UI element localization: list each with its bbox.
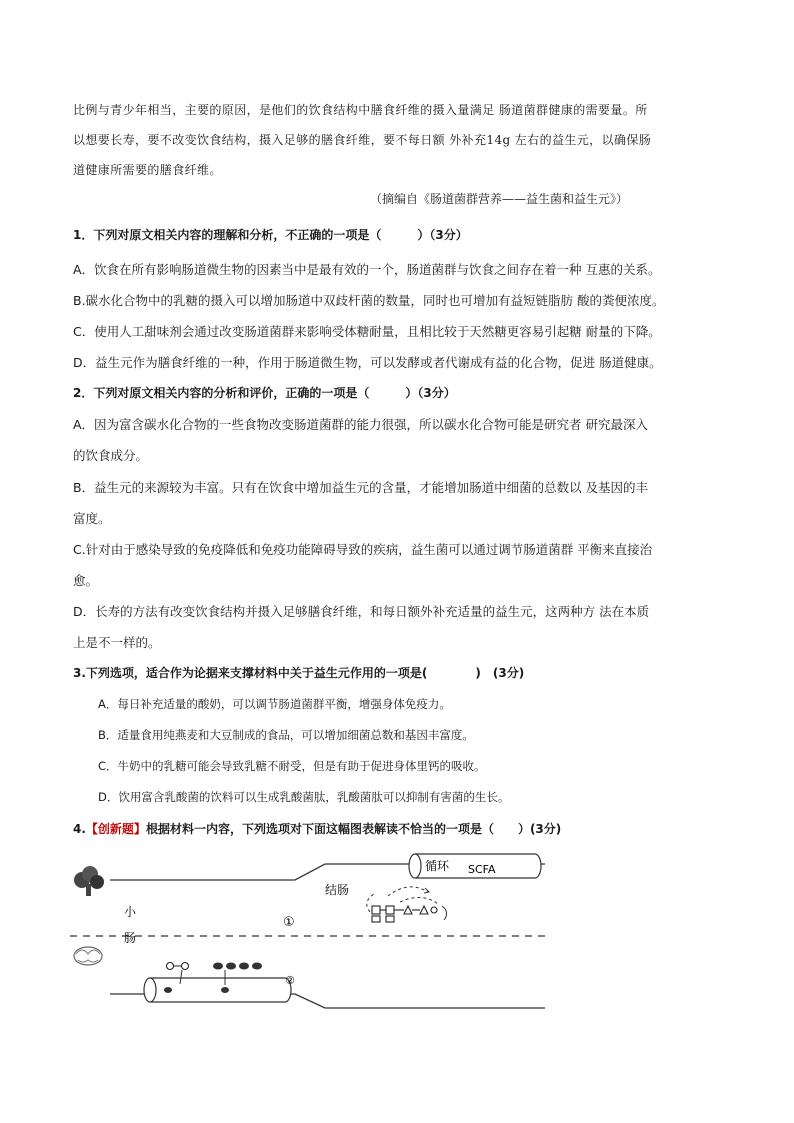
question-1-stem: 1．下列对原文相关内容的理解和分析，不正确的一项是（ ）（3分） (73, 228, 468, 242)
passage-line: 以想要长寿，要不改变饮食结构，摄入足够的膳食纤维，要不每日额 外补充14g 左右的益生元，以确保肠 (73, 133, 652, 147)
intestine-diagram (70, 844, 550, 1014)
scfa-label: SCFA (468, 863, 496, 876)
question-4-number: 4. (73, 822, 86, 836)
oligosaccharide-chain (372, 906, 437, 922)
small-intestine-label-1: 小 (124, 905, 137, 919)
question-1-option-b: B.碳水化合物中的乳糖的摄入可以增加肠道中双歧杆菌的数量，同时也可增加有益短链脂肪 酸的粪便浓度。 (73, 293, 665, 308)
question-2-option-c-cont: 愈。 (73, 573, 99, 588)
question-3-option-b: B．适量食用纯燕麦和大豆制成的食品，可以增加细菌总数和基因丰富度。 (98, 728, 474, 742)
marker-1: ① (283, 915, 295, 930)
question-2-option-a-cont: 的饮食成分。 (73, 448, 149, 463)
question-2-option-d: D．长寿的方法有改变饮食结构并摄入足够膳食纤维，和每日额外补充适量的益生元，这两种方 法在本质 (73, 604, 650, 619)
passage-line: 比例与青少年相当，主要的原因，是他们的饮食结构中膳食纤维的摄入量满足 肠道菌群健康的需要量。所 (73, 103, 648, 117)
question-1-option-a: A．饮食在所有影响肠道微生物的因素当中是最有效的一个，肠道菌群与饮食之间存在着一种 互惠的关系。 (73, 262, 661, 277)
question-4-tag: 【创新题】 (85, 822, 146, 836)
circulation-vessel (409, 854, 541, 878)
question-1-option-c: C．使用人工甜味剂会通过改变肠道菌群来影响受体糖耐量，且相比较于天然糖更容易引起糖 耐量的下降。 (73, 324, 661, 339)
colon-label: 结肠 (325, 883, 350, 897)
nutrient-dots (167, 963, 263, 970)
passage-source: （摘编自《肠道菌群营养——益生菌和益生元》） (370, 192, 629, 206)
question-2-option-b: B．益生元的来源较为丰富。只有在饮食中增加益生元的含量，才能增加肠道中细菌的总数以 及基因的丰 (73, 480, 649, 495)
question-2-option-b-cont: 富度。 (73, 511, 111, 526)
passage-line: 道健康所需要的膳食纤维。 (73, 163, 222, 177)
question-2-stem: 2．下列对原文相关内容的分析和评价，正确的一项是（ ）（3分） (73, 386, 456, 400)
question-2-option-d-cont: 上是不一样的。 (73, 635, 161, 650)
question-3-stem: 3.下列选项，适合作为论据来支撑材料中关于益生元作用的一项是( ) (3分) (73, 666, 525, 680)
passage-text (73, 95, 723, 185)
question-4-stem (73, 820, 561, 837)
fermentation-arrows (367, 887, 447, 920)
question-2-option-a: A．因为富含碳水化合物的一些食物改变肠道菌群的能力很强，所以碳水化合物可能是研究者 研究最深入 (73, 417, 649, 432)
circulation-label: 循环 (425, 859, 450, 873)
question-3-option-a: A．每日补充适量的酸奶，可以调节肠道菌群平衡，增强身体免疫力。 (98, 697, 451, 711)
broccoli-icon (74, 866, 104, 896)
cauliflower-icon (74, 947, 102, 965)
absorption-vessel (144, 970, 291, 1002)
question-2-option-c: C.针对由于感染导致的免疫降低和免疫功能障碍导致的疾病，益生菌可以通过调节肠道菌群 平衡来直接治 (73, 542, 653, 557)
question-3-option-d: D．饮用富含乳酸菌的饮料可以生成乳酸菌肽，乳酸菌肽可以抑制有害菌的生长。 (98, 790, 510, 804)
question-4-stem-text: 根据材料一内容，下列选项对下面这幅图表解读不恰当的一项是（ ）(3分) (145, 822, 562, 836)
question-3-option-c: C．牛奶中的乳糖可能会导致乳糖不耐受，但是有助于促进身体里钙的吸收。 (98, 759, 486, 773)
small-intestine-label-2: 肠 (124, 931, 137, 945)
question-1-option-d: D．益生元作为膳食纤维的一种，作用于肠道微生物，可以发酵或者代谢成有益的化合物，促进 肠道健康。 (73, 355, 662, 370)
marker-2: ② (285, 974, 295, 987)
